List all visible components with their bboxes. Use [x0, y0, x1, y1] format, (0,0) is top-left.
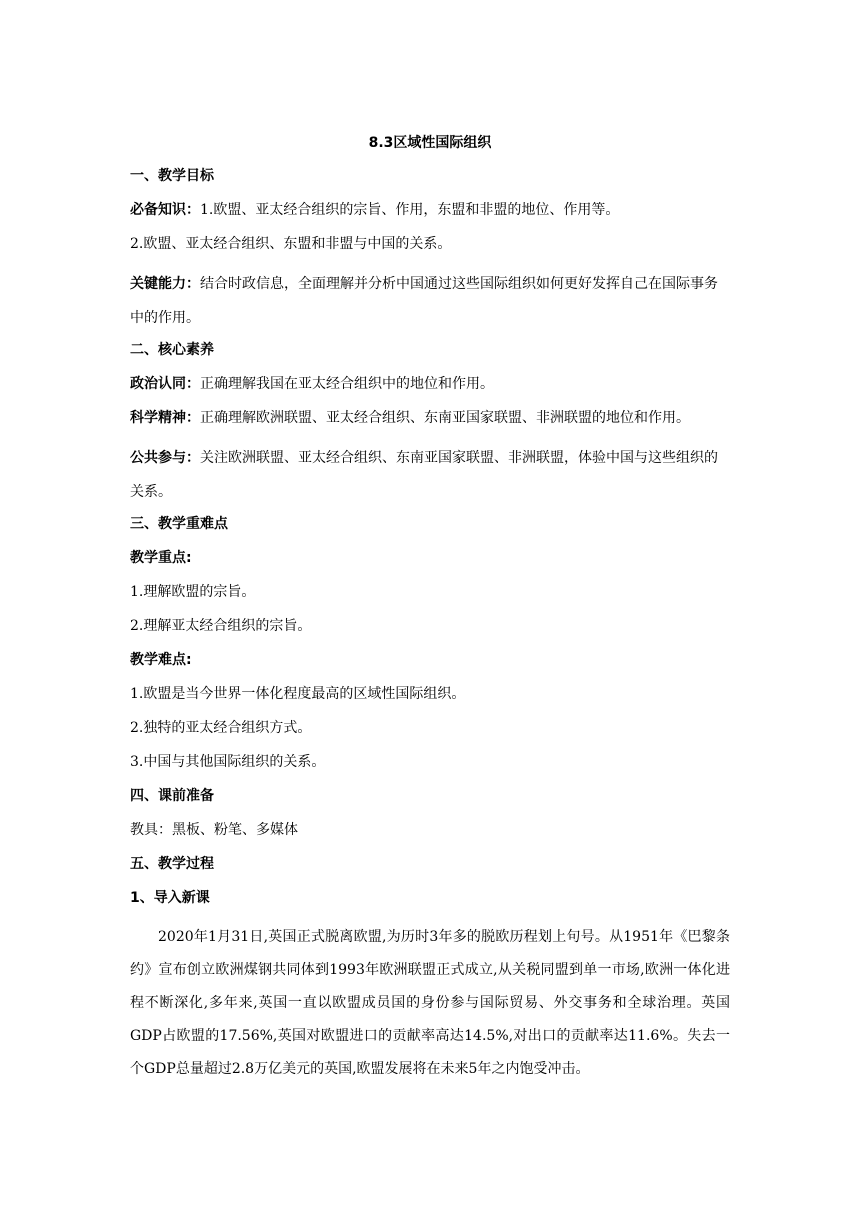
political-identity-label: 政治认同： — [130, 376, 200, 392]
political-identity-text: 正确理解我国在亚太经合组织中的地位和作用。 — [200, 376, 494, 392]
section-heading-literacy: 二、核心素养 — [130, 342, 214, 358]
required-knowledge — [130, 199, 730, 221]
section-heading-preparation: 四、课前准备 — [130, 788, 214, 804]
key-ability-text: 结合时政信息，全面理解并分析中国通过这些国际组织如何更好发挥自己在国际事务中的作用。 — [130, 276, 718, 326]
scientific-spirit-text: 正确理解欧洲联盟、亚太经合组织、东南亚国家联盟、非洲联盟的地位和作用。 — [200, 410, 690, 426]
political-identity — [130, 373, 730, 395]
intro-paragraph: 2020年1月31日,英国正式脱离欧盟,为历时3年多的脱欧历程划上句号。从1951年《巴黎条约》宣布创立欧洲煤钢共同体到1993年欧洲联盟正式成立,从关税同盟到单一市场,欧洲一体化进程不断深化,多年来,英国一直以欧盟成员国的身份参与国际贸易、外交事务和全球治理。英国GDP占欧盟的17.56%,英国对欧盟进口的贡献率高达14.5%,对出口的贡献率达11.6%。失去一个GDP总量超过2.8万亿美元的英国,欧盟发展将在未来5年之内饱受冲击。 — [130, 929, 730, 1077]
teaching-focus-item: 1.理解欧盟的宗旨。 — [130, 584, 256, 600]
required-knowledge-text: 1.欧盟、亚太经合组织的宗旨、作用，东盟和非盟的地位、作用等。 — [200, 202, 620, 218]
public-participation — [130, 441, 730, 509]
teaching-difficulty-item: 3.中国与其他国际组织的关系。 — [130, 754, 326, 770]
teaching-difficulty-label: 教学难点: — [130, 652, 192, 668]
document-title: 8.3区域性国际组织 — [368, 135, 492, 151]
scientific-spirit-label: 科学精神： — [130, 410, 200, 426]
section-heading-objectives: 一、教学目标 — [130, 168, 214, 184]
public-participation-label: 公共参与： — [130, 450, 200, 466]
teaching-focus-label: 教学重点: — [130, 550, 192, 566]
required-knowledge-2: 2.欧盟、亚太经合组织、东盟和非盟与中国的关系。 — [130, 236, 452, 252]
teaching-difficulty-item: 2.独特的亚太经合组织方式。 — [130, 720, 312, 736]
public-participation-text: 关注欧洲联盟、亚太经合组织、东南亚国家联盟、非洲联盟，体验中国与这些组织的关系。 — [130, 450, 718, 500]
scientific-spirit — [130, 407, 730, 429]
section-heading-process: 五、教学过程 — [130, 856, 214, 872]
required-knowledge-label: 必备知识： — [130, 202, 200, 218]
section-heading-key-points: 三、教学重难点 — [130, 516, 228, 532]
subsection-heading-intro: 1、导入新课 — [130, 890, 210, 906]
key-ability-label: 关键能力： — [130, 276, 200, 292]
teaching-tools: 教具：黑板、粉笔、多媒体 — [130, 822, 298, 838]
key-ability — [130, 267, 730, 335]
teaching-focus-item: 2.理解亚太经合组织的宗旨。 — [130, 618, 312, 634]
document-content — [130, 131, 730, 1086]
teaching-difficulty-item: 1.欧盟是当今世界一体化程度最高的区域性国际组织。 — [130, 686, 466, 702]
